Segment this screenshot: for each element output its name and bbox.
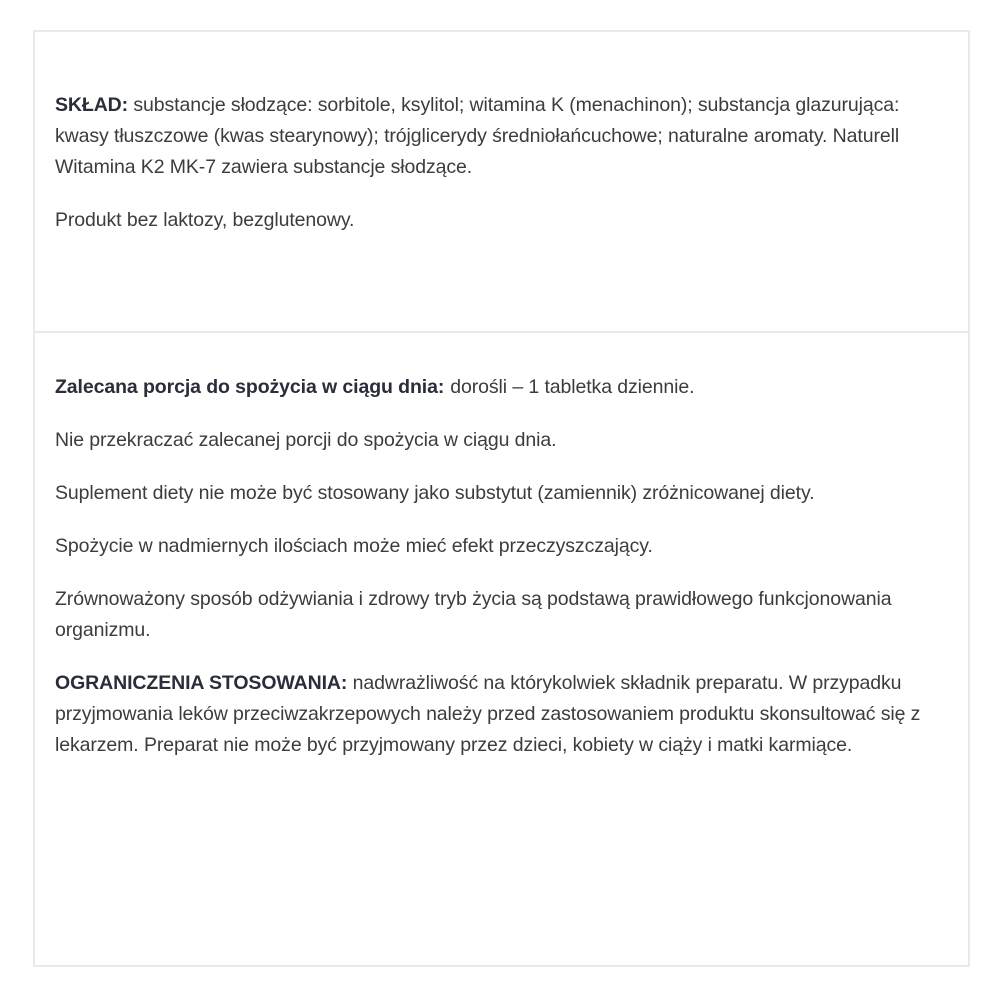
note-paragraph: Spożycie w nadmiernych ilościach może mieć efekt przeczyszczający.	[55, 535, 653, 557]
restrictions-paragraph	[55, 668, 948, 761]
dosage-paragraph	[55, 372, 948, 403]
note-paragraph: Nie przekraczać zalecanej porcji do spożycia w ciągu dnia.	[55, 429, 557, 451]
note-paragraph: Suplement diety nie może być stosowany jako substytut (zamiennik) zróżnicowanej diety.	[55, 482, 815, 504]
note-paragraph: Zrównoważony sposób odżywiania i zdrowy tryb życia są podstawą prawidłowego funkcjonowania organizmu.	[55, 588, 892, 641]
dosage-label: Zalecana porcja do spożycia w ciągu dnia:	[55, 376, 445, 398]
section-divider	[35, 331, 968, 333]
content-frame	[33, 30, 970, 967]
composition-label: SKŁAD:	[55, 94, 129, 116]
usage-section	[55, 372, 948, 783]
composition-text: substancje słodzące: sorbitole, ksylitol; witamina K (menachinon); substancja glazurująca: kwasy tłuszczowe (kwas stearynowy); trójglicerydy średniołańcuchowe; naturalne aromaty. Naturell Witamina K2 MK-7 zawiera substancje słodzące.	[55, 94, 900, 178]
restrictions-label: OGRANICZENIA STOSOWANIA:	[55, 672, 348, 694]
dosage-text: dorośli – 1 tabletka dziennie.	[450, 376, 695, 398]
lactose-free-note: Produkt bez laktozy, bezglutenowy.	[55, 209, 355, 231]
composition-section	[55, 90, 948, 258]
restrictions-text: nadwrażliwość na którykolwiek składnik preparatu. W przypadku przyjmowania leków przeciwzakrzepowych należy przed zastosowaniem produktu skonsultować się z lekarzem. Preparat nie może być przyjmowany przez dzieci, kobiety w ciąży i matki karmiące.	[55, 672, 921, 756]
composition-paragraph	[55, 90, 948, 183]
